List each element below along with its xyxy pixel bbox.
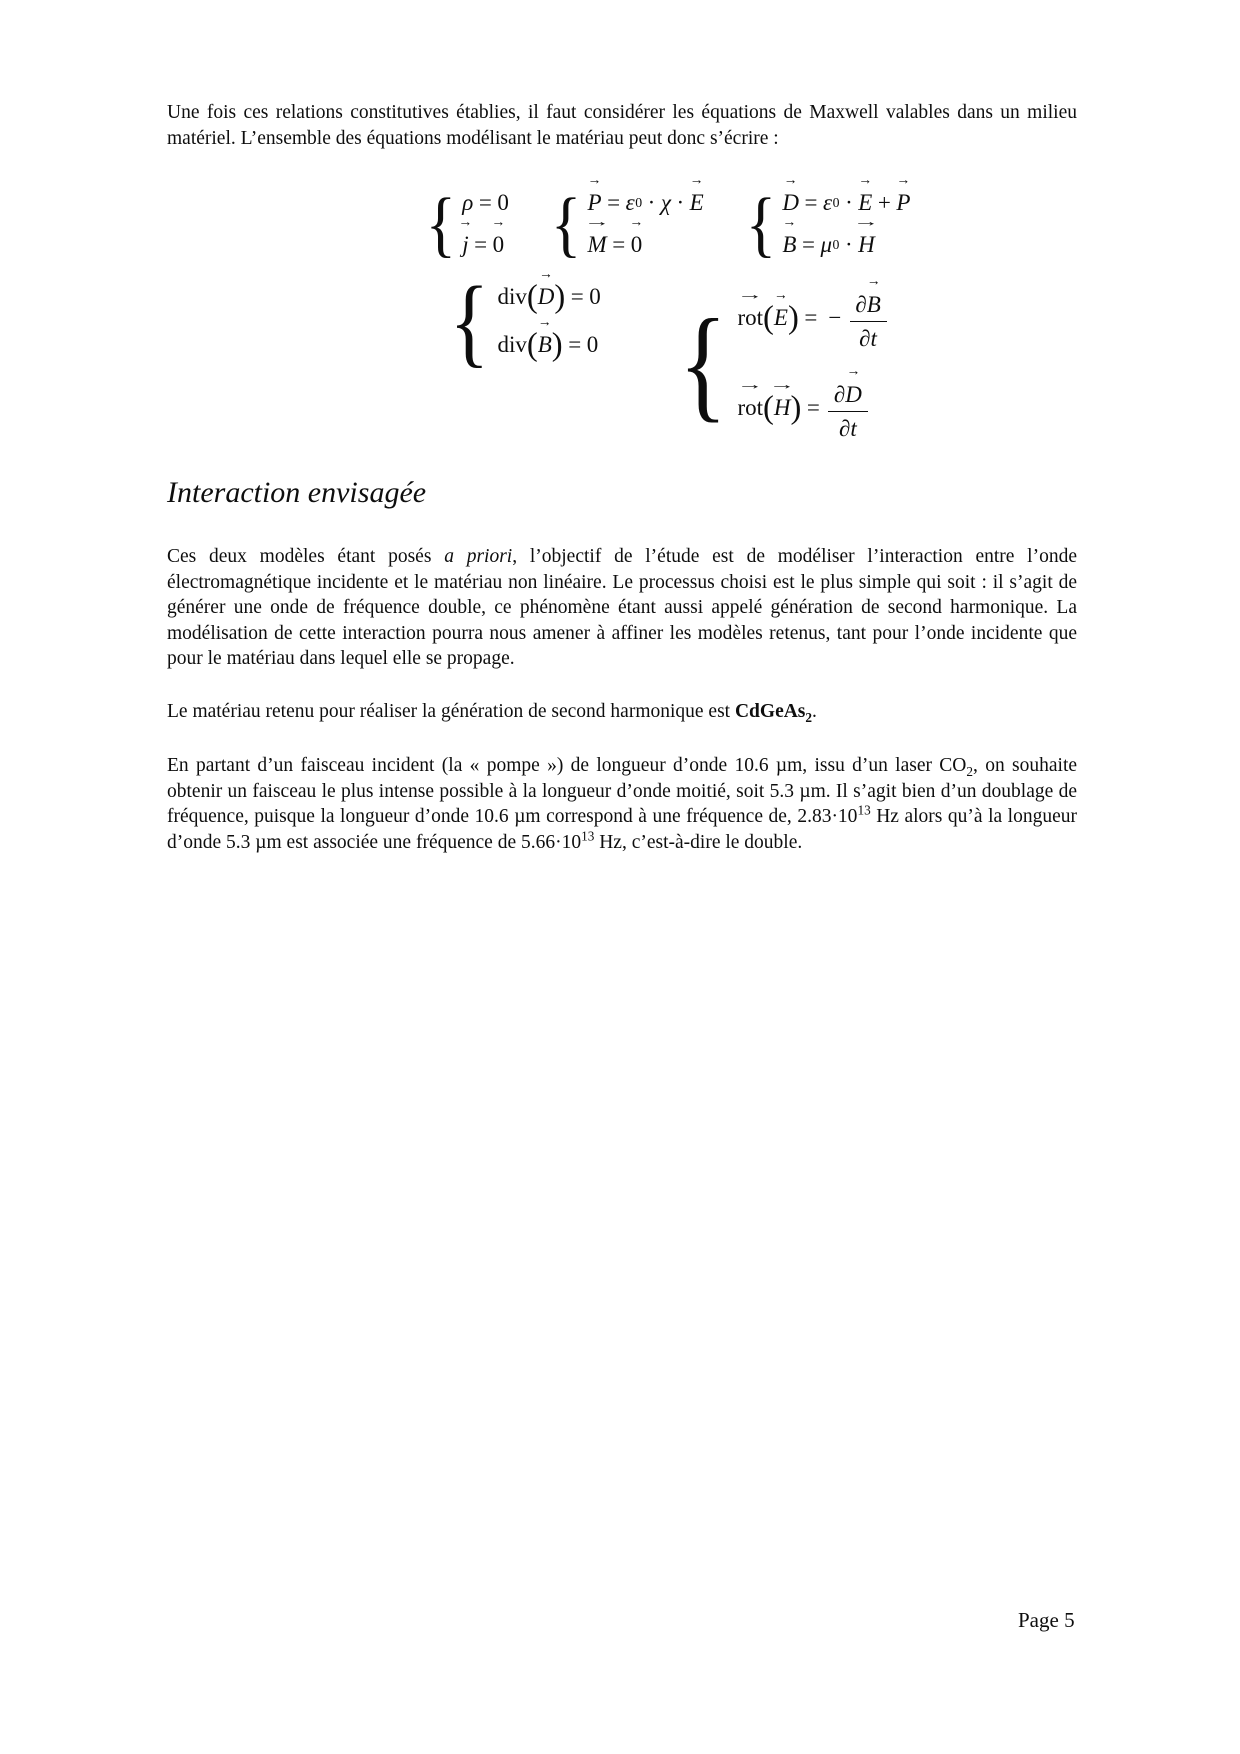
- math-token: E: [773, 305, 788, 331]
- text-segment: 2: [966, 763, 974, 779]
- equation-line: [587, 172, 704, 216]
- vector-quantity: [537, 266, 555, 310]
- math-token: H: [858, 232, 875, 257]
- math-token: =: [474, 232, 488, 257]
- vector-quantity: [491, 214, 506, 258]
- math-token: 0: [630, 232, 643, 257]
- text-segment: , l’objectif de l’étude est de modéliser l’interaction entre l’onde électromagnétique incidente et le matériau non linéaire. Le processus choisi est le plus simple qui soit : il s’agit de générer une onde de fréquence double, ce phénomène étant aussi appelé génération de second harmonique. La modélisation de cette interaction pourra nous amener à affiner les modèles retenus, tant pour l’onde incidente que pour le matériau dans lequel elle se propage.: [167, 546, 1078, 669]
- vector-quantity: [773, 287, 788, 331]
- math-token: rot: [737, 305, 763, 331]
- equations-block: [167, 172, 1077, 442]
- math-token: D: [845, 382, 862, 408]
- math-token: =: [607, 190, 621, 215]
- system-rows: [583, 172, 704, 258]
- math-token: E: [858, 190, 873, 215]
- math-token: D: [537, 284, 555, 309]
- text-segment: 13: [581, 828, 595, 843]
- text-segment: Le matériau retenu pour réaliser la génération de second harmonique est: [167, 701, 735, 722]
- text-segment: a priori: [444, 546, 513, 567]
- page-number: Page 5: [1018, 1608, 1075, 1632]
- text-segment: En partant d’un faisceau incident (la « pompe ») de longueur d’onde 10.6 µm, issu d’un laser CO: [167, 755, 967, 776]
- text-segment: Hz, c’est-à-dire le double.: [594, 831, 803, 853]
- equation-line: [782, 172, 911, 216]
- math-token: B: [782, 232, 797, 257]
- text-segment: , on souhaite obtenir un faisceau le plus intense possible à la longueur d’onde moitié, soit 5.3 µm. Il s’agit bien d’un doublage de fréquence, puisque la longueur d’onde 10.6 µm correspond à une fréquence de, 2.83·10: [167, 755, 1078, 827]
- math-token: P: [896, 190, 911, 215]
- math-token: =: [612, 232, 626, 257]
- system-rows: [497, 266, 601, 363]
- equation-row-maxwell: [213, 265, 1123, 442]
- math-token: ε: [625, 190, 635, 215]
- math-token: ·: [676, 190, 685, 215]
- math-token: ·: [845, 190, 853, 215]
- paragraph-models: [167, 544, 1077, 672]
- equation-system-constitutive: { → D = ε 0 · → E + → P → B = μ 0 · → H: [745, 172, 911, 265]
- math-token: =: [804, 190, 818, 215]
- math-token: ∂: [833, 382, 846, 408]
- paragraph-material: [167, 699, 1077, 725]
- system-rows: [458, 190, 509, 258]
- equation-line: [462, 190, 509, 216]
- vector-quantity: [587, 172, 602, 216]
- math-token: 0: [586, 332, 599, 357]
- math-token: H: [773, 395, 791, 421]
- math-token: t: [870, 325, 877, 351]
- equation-row-constitutive: [213, 172, 1123, 265]
- math-token: t: [850, 415, 857, 441]
- equation-line: → rot ( → H ) = ∂ → D ∂t: [737, 374, 886, 442]
- text-segment: .: [812, 701, 817, 722]
- math-token: =: [568, 332, 582, 357]
- vector-arrow-icon: →: [782, 214, 797, 230]
- equation-line: → rot ( → E ) = − ∂ → B ∂t: [737, 284, 886, 352]
- math-token: μ: [820, 232, 832, 257]
- vector-arrow-icon: →: [846, 363, 861, 379]
- math-token: +: [877, 190, 891, 215]
- math-token: =: [806, 395, 820, 421]
- math-token: E: [689, 190, 704, 215]
- math-token: 0: [589, 284, 601, 309]
- equation-line: [583, 214, 704, 258]
- equation-system-rotational: { → rot ( → E ) = − ∂ → B ∂t → rot ( → H ) = ∂ → D ∂t: [679, 284, 887, 442]
- vector-arrow-icon: →: [583, 214, 611, 230]
- math-token: 0: [497, 190, 509, 215]
- equation-line: [782, 214, 910, 258]
- math-token: ∂: [839, 415, 851, 441]
- text-segment: Ces deux modèles étant posés: [167, 546, 445, 567]
- vector-quantity: [583, 214, 611, 258]
- math-fraction: [850, 273, 887, 352]
- math-token: div: [497, 284, 527, 309]
- vector-arrow-icon: →: [689, 172, 704, 188]
- math-token: −: [828, 305, 842, 331]
- text-segment: Hz alors qu’à la longueur d’onde 5.3 µm est associée une fréquence de 5.66·10: [167, 806, 1077, 853]
- vector-quantity: [737, 377, 764, 422]
- vector-quantity: [737, 287, 764, 331]
- vector-quantity: [853, 214, 880, 258]
- math-token: 0: [492, 232, 505, 257]
- math-token: 0: [832, 237, 840, 252]
- vector-arrow-icon: →: [853, 214, 880, 230]
- equation-line: div ( → D ) = 0: [497, 266, 601, 315]
- equation-system-sources: { ρ = 0 → j = → 0: [425, 183, 509, 265]
- vector-arrow-icon: →: [458, 214, 473, 230]
- equation-line: div ( → B ) = 0: [497, 314, 599, 363]
- section-heading: Interaction envisagée: [167, 476, 427, 509]
- vector-quantity: [537, 314, 552, 358]
- vector-arrow-icon: →: [858, 172, 873, 188]
- vector-arrow-icon: →: [866, 273, 881, 289]
- math-token: D: [782, 190, 799, 215]
- vector-arrow-icon: →: [774, 287, 788, 303]
- vector-quantity: [689, 172, 704, 216]
- vector-arrow-icon: →: [629, 214, 644, 230]
- math-token: P: [587, 190, 602, 215]
- vector-arrow-icon: →: [491, 214, 506, 230]
- math-token: =: [478, 190, 492, 215]
- math-token: ε: [823, 190, 833, 215]
- math-token: =: [801, 232, 815, 257]
- vector-arrow-icon: →: [896, 172, 911, 188]
- math-token: χ: [660, 190, 671, 215]
- math-fraction: [828, 363, 868, 442]
- vector-quantity: [782, 172, 799, 216]
- vector-quantity: [866, 273, 881, 318]
- equation-system-divergence: { div ( → D ) = 0 div ( → B ) = 0: [449, 265, 601, 377]
- paragraph-beam: [167, 753, 1077, 855]
- math-token: rot: [737, 395, 763, 421]
- vector-quantity: [858, 172, 873, 216]
- vector-quantity: [629, 214, 644, 258]
- text-segment: CdGeAs: [734, 701, 806, 722]
- vector-arrow-icon: →: [783, 172, 798, 188]
- math-token: =: [804, 305, 818, 331]
- math-token: 0: [635, 195, 643, 210]
- text-segment: 2: [805, 709, 813, 725]
- equation-line: [458, 214, 509, 258]
- math-token: ∂: [859, 325, 871, 351]
- paragraph-intro: [167, 100, 1077, 151]
- vector-quantity: [782, 214, 797, 258]
- vector-arrow-icon: →: [537, 314, 552, 330]
- vector-arrow-icon: →: [737, 377, 764, 393]
- vector-quantity: [896, 172, 911, 216]
- vector-arrow-icon: →: [587, 172, 602, 188]
- system-rows: [737, 273, 886, 442]
- math-token: =: [570, 284, 584, 309]
- vector-arrow-icon: →: [539, 266, 553, 282]
- math-token: j: [462, 232, 469, 257]
- vector-quantity: [769, 377, 796, 422]
- math-token: ·: [844, 232, 853, 257]
- math-token: B: [866, 291, 881, 317]
- math-token: div: [497, 332, 527, 357]
- vector-quantity: [845, 363, 862, 408]
- text-segment: Une fois ces relations constitutives établies, il faut considérer les équations de Maxwell valables dans un milieu matériel. L’ensemble des équations modélisant le matériau peut donc s’écrire :: [167, 102, 1077, 149]
- vector-arrow-icon: →: [737, 287, 764, 303]
- equation-system-polarisation: { → P = ε 0 · χ · → E → M = → 0: [550, 172, 704, 265]
- vector-quantity: [458, 214, 473, 258]
- vector-arrow-icon: →: [769, 377, 796, 393]
- text-segment: 13: [857, 802, 871, 818]
- math-token: B: [537, 332, 552, 357]
- math-token: 0: [832, 195, 840, 210]
- system-rows: [782, 172, 911, 258]
- math-token: ∂: [855, 291, 867, 317]
- math-token: M: [587, 232, 607, 257]
- math-token: ·: [647, 190, 656, 215]
- math-token: ρ: [462, 190, 474, 215]
